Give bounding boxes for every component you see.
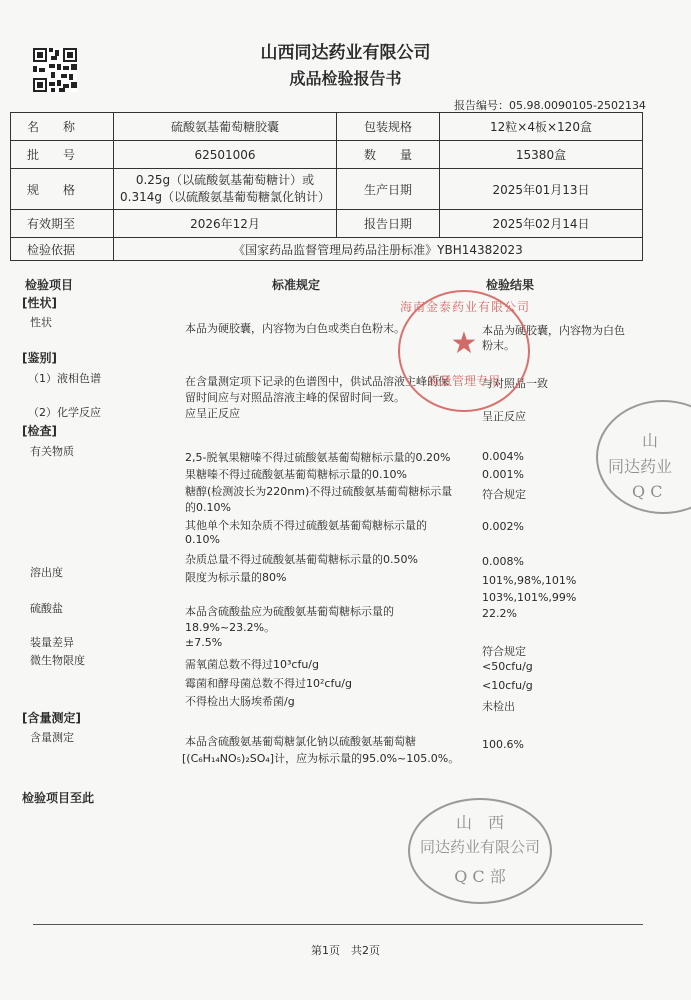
stamp-arc-text: 海南金泰药业有限公司 bbox=[400, 300, 531, 314]
batch-label: 批 号 bbox=[11, 141, 114, 169]
std-mold-yeast: 霉菌和酵母菌总数不得过10²cfu/g bbox=[185, 677, 352, 690]
basis-label: 检验依据 bbox=[11, 238, 114, 261]
res-impurity-4: 0.002% bbox=[482, 520, 524, 533]
footer-divider bbox=[33, 924, 643, 925]
res-sulfate: 22.2% bbox=[482, 607, 517, 620]
res-appearance: 本品为硬胶囊，内容物为白色 bbox=[482, 324, 625, 337]
expiry-date: 2026年12月 bbox=[114, 210, 337, 238]
item-hplc: （1）液相色谱 bbox=[28, 372, 101, 385]
stamp-bottom-text: 质量管理专用 bbox=[427, 374, 500, 388]
red-quality-stamp bbox=[398, 290, 530, 412]
res-impurity-2: 0.001% bbox=[482, 468, 524, 481]
name-label: 名 称 bbox=[11, 113, 114, 141]
res-impurity-1: 0.004% bbox=[482, 450, 524, 463]
table-row bbox=[11, 113, 643, 141]
spec-value bbox=[114, 169, 337, 210]
product-name: 硫酸氨基葡萄糖胶囊 bbox=[114, 113, 337, 141]
std-sulfate: 本品含硫酸盐应为硫酸氨基葡萄糖标示量的 bbox=[185, 605, 394, 618]
spec-line: 0.314g（以硫酸氨基葡萄糖氯化钠计） bbox=[120, 190, 330, 204]
section-assay: [含量测定] bbox=[22, 711, 81, 725]
report-date: 2025年02月14日 bbox=[440, 210, 643, 238]
report-number: 报告编号：05.98.0090105-2502134 bbox=[454, 99, 646, 112]
item-related-substances: 有关物质 bbox=[30, 445, 74, 458]
std-weight-variation: ±7.5% bbox=[185, 636, 223, 649]
quantity-label: 数 量 bbox=[337, 141, 440, 169]
document-title: 成品检验报告书 bbox=[289, 69, 402, 88]
item-chemical: （2）化学反应 bbox=[28, 406, 101, 419]
basis-value: 《国家药品监督管理局药品注册标准》YBH14382023 bbox=[114, 238, 643, 261]
res-dissolution-cont: 103%,101%,99% bbox=[482, 591, 577, 604]
pack-spec: 12粒×4板×120盒 bbox=[440, 113, 643, 141]
item-appearance: 性状 bbox=[30, 316, 52, 329]
item-weight-variation: 装量差异 bbox=[30, 636, 74, 649]
batch-number: 62501006 bbox=[114, 141, 337, 169]
gray-qc-stamp bbox=[408, 798, 552, 904]
mfg-date: 2025年01月13日 bbox=[440, 169, 643, 210]
std-chemical: 应呈正反应 bbox=[185, 407, 240, 420]
col-header-item: 检验项目 bbox=[25, 278, 74, 292]
stamp-text: Q C bbox=[632, 482, 663, 501]
res-impurity-total: 0.008% bbox=[482, 555, 524, 568]
std-impurity-3-cont: 的0.10% bbox=[185, 501, 231, 514]
std-aerobic: 需氧菌总数不得过10³cfu/g bbox=[185, 658, 319, 671]
std-impurity-4: 其他单个未知杂质不得过硫酸氨基葡萄糖标示量的 bbox=[185, 519, 427, 532]
std-ecoli: 不得检出大肠埃希菌/g bbox=[185, 695, 295, 708]
item-assay: 含量测定 bbox=[30, 731, 74, 744]
res-assay: 100.6% bbox=[482, 738, 524, 751]
company-name: 山西同达药业有限公司 bbox=[260, 43, 431, 63]
gray-company-stamp bbox=[596, 400, 691, 514]
res-mold-yeast: <10cfu/g bbox=[482, 679, 533, 692]
section-identification: [鉴别] bbox=[22, 351, 57, 365]
std-impurity-total: 杂质总量不得过硫酸氨基葡萄糖标示量的0.50% bbox=[185, 553, 418, 566]
res-dissolution: 101%,98%,101% bbox=[482, 574, 577, 587]
std-assay: 本品含硫酸氨基葡萄糖氯化钠以硫酸氨基葡萄糖 bbox=[185, 735, 416, 748]
std-hplc-cont: 留时间应与对照品溶液主峰的保留时间一致。 bbox=[185, 391, 405, 404]
std-appearance: 本品为硬胶囊，内容物为白色或类白色粉末。 bbox=[185, 322, 405, 335]
stamp-text: 同达药业有限公司 bbox=[419, 838, 540, 856]
table-row bbox=[11, 169, 643, 210]
res-hplc: 与对照品一致 bbox=[482, 377, 548, 390]
std-impurity-1: 2,5-脱氧果糖嗪不得过硫酸氨基葡萄糖标示量的0.20% bbox=[185, 451, 451, 464]
col-header-result: 检验结果 bbox=[486, 278, 535, 292]
pack-label: 包装规格 bbox=[337, 113, 440, 141]
stamp-text: 同达药业 bbox=[608, 457, 673, 476]
spec-line: 0.25g（以硫酸氨基葡萄糖计）或 bbox=[135, 173, 315, 187]
col-header-standard: 标准规定 bbox=[272, 278, 321, 292]
res-chemical: 呈正反应 bbox=[482, 410, 526, 423]
std-assay-cont: [(C₆H₁₄NO₅)₂SO₄]计，应为标示量的95.0%~105.0%。 bbox=[182, 752, 460, 765]
expiry-label: 有效期至 bbox=[11, 210, 114, 238]
res-aerobic: <50cfu/g bbox=[482, 660, 533, 673]
item-microbial: 微生物限度 bbox=[30, 654, 85, 667]
std-dissolution: 限度为标示量的80% bbox=[185, 571, 287, 584]
report-date-label: 报告日期 bbox=[337, 210, 440, 238]
section-appearance: [性状] bbox=[22, 296, 57, 310]
quantity-value: 15380盒 bbox=[440, 141, 643, 169]
res-impurity-3: 符合规定 bbox=[482, 488, 526, 501]
res-ecoli: 未检出 bbox=[482, 700, 515, 713]
std-hplc: 在含量测定项下记录的色谱图中，供试品溶液主峰的保 bbox=[185, 375, 449, 388]
res-weight-variation: 符合规定 bbox=[482, 645, 526, 658]
product-info-table bbox=[10, 112, 643, 261]
stamp-text: 山 西 bbox=[455, 813, 504, 832]
std-impurity-3: 糖醇(检测波长为220nm)不得过硫酸氨基葡萄糖标示量 bbox=[185, 485, 453, 498]
stamp-text: Q C 部 bbox=[454, 867, 506, 886]
table-row bbox=[11, 238, 643, 261]
stamp-star-icon: ★ bbox=[450, 326, 478, 361]
spec-label: 规 格 bbox=[11, 169, 114, 210]
std-impurity-2: 果糖嗪不得过硫酸氨基葡萄糖标示量的0.10% bbox=[185, 468, 407, 481]
table-row bbox=[11, 141, 643, 169]
end-of-items: 检验项目至此 bbox=[22, 791, 95, 805]
table-row bbox=[11, 210, 643, 238]
stamp-text: 山 bbox=[642, 431, 659, 450]
item-sulfate: 硫酸盐 bbox=[30, 602, 63, 615]
page-number: 第1页 共2页 bbox=[311, 944, 380, 957]
std-sulfate-cont: 18.9%~23.2%。 bbox=[185, 621, 276, 634]
section-tests: [检查] bbox=[22, 424, 57, 438]
res-appearance-cont: 粉末。 bbox=[482, 339, 515, 352]
mfg-date-label: 生产日期 bbox=[337, 169, 440, 210]
std-impurity-4-cont: 0.10% bbox=[185, 533, 220, 546]
item-dissolution: 溶出度 bbox=[30, 566, 63, 579]
